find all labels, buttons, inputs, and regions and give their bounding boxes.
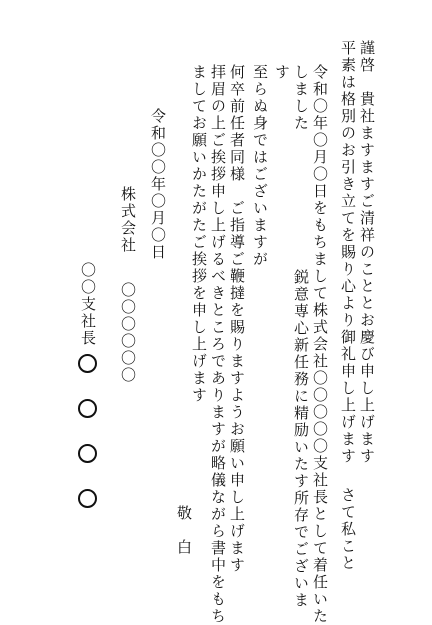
body-line-3: 令和〇年〇月〇日をもちまして株式会社〇〇〇〇〇支社長として着任いた	[311, 64, 329, 625]
greeting-line	[359, 40, 374, 465]
company-name: 〇〇〇〇〇〇	[119, 282, 137, 384]
company-prefix: 株式会社	[119, 186, 137, 254]
signer-name-char-2	[78, 399, 97, 418]
signer-name-char-1	[78, 354, 97, 373]
body-line-2: さて私こと	[339, 470, 357, 572]
greeting-text: 貴社ますますご清祥のこととお慶び申し上げます	[358, 74, 376, 465]
closing-word: 敬 白	[175, 505, 193, 556]
body-line-9: 拝眉の上ご挨拶申し上げるべきところでありますが略儀ながら書中をもち	[209, 64, 227, 625]
body-line-10: ましてお願いかたがたご挨拶を申し上げます	[190, 64, 208, 404]
body-line-8: 何卒前任者同様 ご指導ご鞭撻を賜りますようお願い申し上げます	[228, 64, 246, 574]
signer-name	[72, 354, 102, 508]
opening-word: 謹啓	[358, 40, 376, 74]
body-line-5: 鋭意専心新任務に精励いたす所存でございま	[292, 252, 310, 609]
signer-name-char-4	[78, 489, 97, 508]
body-line-4: しました	[292, 64, 310, 132]
body-line-7: 至らぬ身ではございますが	[251, 64, 269, 268]
date-line: 令和〇〇年〇月〇日	[149, 108, 167, 261]
branch-title: 〇〇支社長	[79, 262, 97, 347]
body-line-1: 平素は格別のお引き立てを賜り心より御礼申し上げます	[339, 40, 357, 465]
body-line-6: す	[273, 64, 291, 81]
signer-name-char-3	[78, 444, 97, 463]
